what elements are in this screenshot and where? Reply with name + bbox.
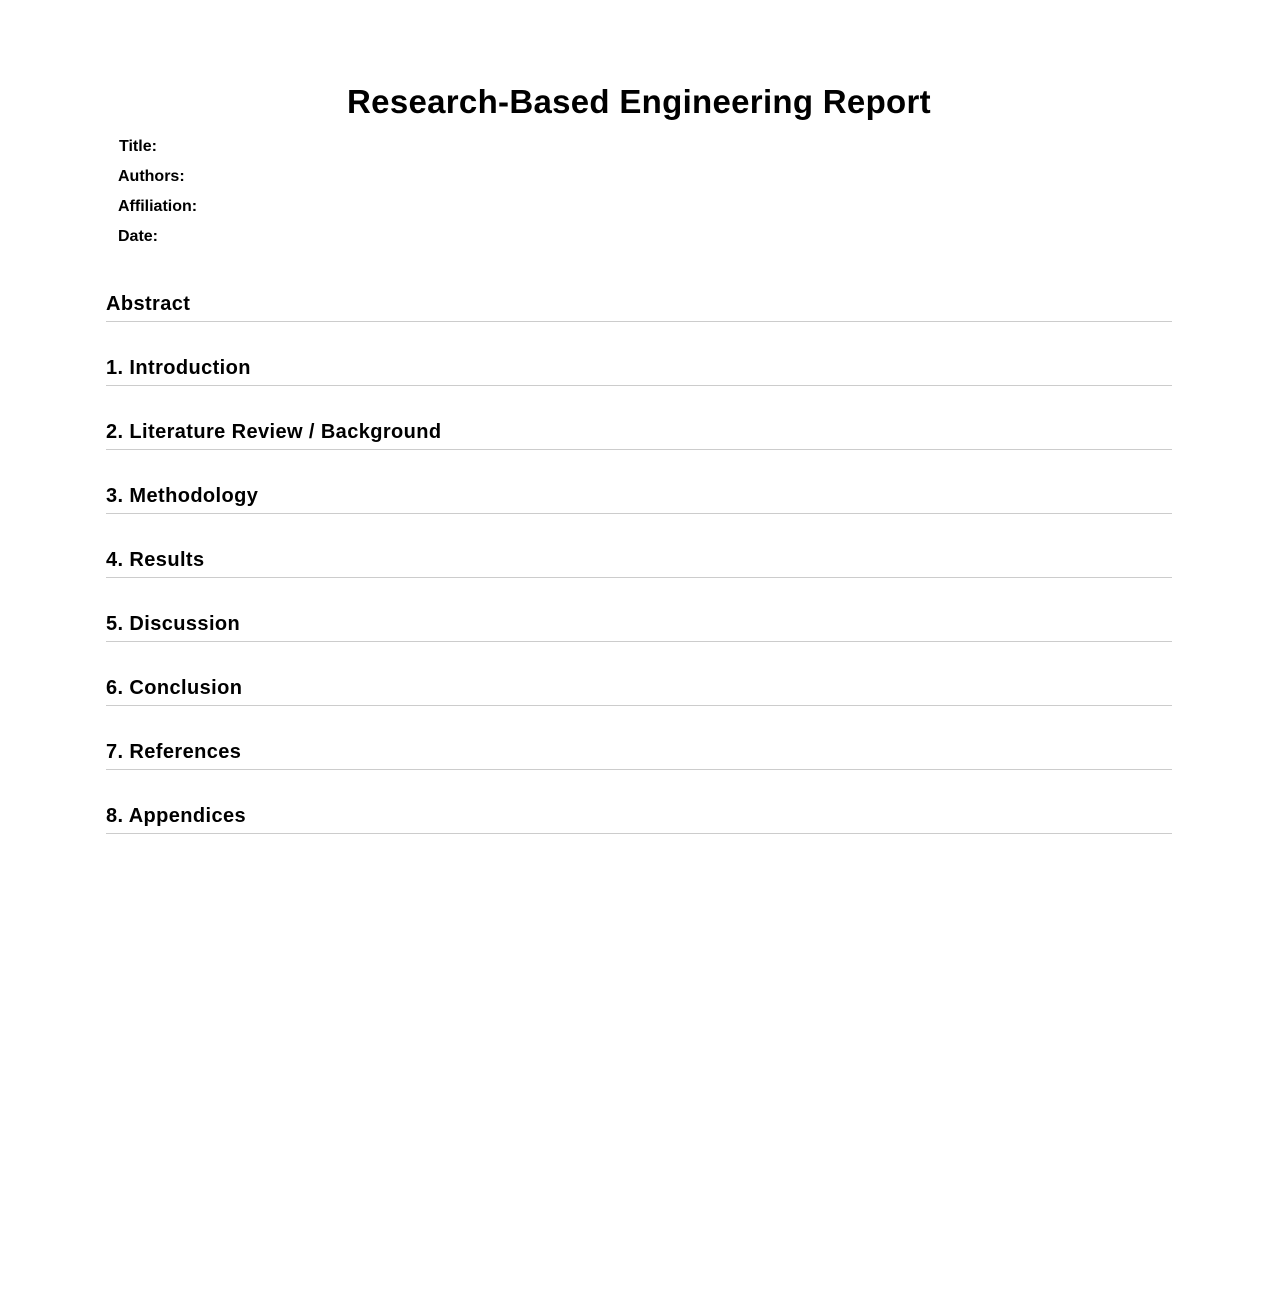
meta-affiliation-label: Affiliation: xyxy=(118,198,198,215)
meta-title-label: Title: xyxy=(119,138,157,155)
metadata-block xyxy=(118,136,197,256)
section-discussion xyxy=(106,610,1172,674)
section-heading: 2. Literature Review / Background xyxy=(106,421,442,443)
section-heading: 8. Appendices xyxy=(106,805,247,827)
section-heading: 3. Methodology xyxy=(106,485,259,507)
meta-authors-label: Authors: xyxy=(118,168,185,185)
section-literature-review xyxy=(106,418,1172,482)
document-title: Research-Based Engineering Report xyxy=(347,83,931,120)
meta-date-label: Date: xyxy=(118,228,159,245)
section-heading: 6. Conclusion xyxy=(106,677,243,699)
section-references xyxy=(106,738,1172,802)
section-results xyxy=(106,546,1172,610)
section-heading: 1. Introduction xyxy=(106,357,251,379)
section-introduction xyxy=(106,354,1172,418)
section-heading: 4. Results xyxy=(106,549,205,571)
section-heading: Abstract xyxy=(106,293,191,315)
section-conclusion xyxy=(106,674,1172,738)
section-abstract xyxy=(106,290,1172,354)
section-methodology xyxy=(106,482,1172,546)
sections-list xyxy=(106,290,1172,866)
section-heading: 7. References xyxy=(106,741,242,763)
section-heading: 5. Discussion xyxy=(106,613,241,635)
section-appendices xyxy=(106,802,1172,866)
